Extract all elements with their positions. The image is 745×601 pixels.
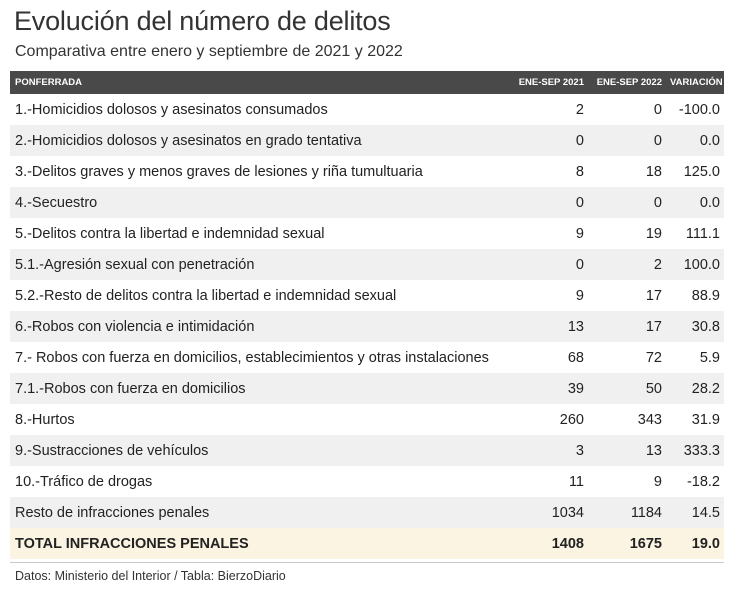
value-2022: 1184	[630, 504, 662, 521]
table-row	[10, 218, 724, 249]
value-2021: 39	[567, 380, 584, 397]
table-row	[10, 466, 724, 497]
value-2021: 3	[575, 442, 584, 459]
table-row	[10, 311, 724, 342]
value-variacion: 125.0	[683, 163, 720, 180]
value-2022: 0	[653, 101, 662, 118]
value-variacion: 28.2	[691, 380, 720, 397]
value-2021: 0	[575, 194, 584, 211]
value-2021: 0	[575, 256, 584, 273]
table-row	[10, 94, 724, 125]
row-label: 3.-Delitos graves y menos graves de lesiones y riña tumultuaria	[15, 163, 423, 180]
value-variacion: 31.9	[691, 411, 720, 428]
value-2021: 13	[567, 318, 584, 335]
value-2022: 1675	[629, 535, 662, 552]
value-2021: 8	[575, 163, 584, 180]
value-2021: 0	[575, 132, 584, 149]
crime-table	[10, 71, 724, 559]
row-label: 4.-Secuestro	[15, 194, 98, 211]
value-variacion: 30.8	[691, 318, 720, 335]
table-row	[10, 373, 724, 404]
value-2022: 19	[645, 225, 662, 242]
total-row	[10, 528, 724, 559]
row-label: TOTAL INFRACCIONES PENALES	[15, 535, 249, 552]
row-label: 1.-Homicidios dolosos y asesinatos consumados	[15, 101, 328, 118]
value-variacion: 111.1	[685, 225, 720, 242]
value-2021: 1408	[551, 535, 584, 552]
value-2022: 72	[645, 349, 662, 366]
value-variacion: 0.0	[699, 194, 720, 211]
table-row	[10, 342, 724, 373]
table-row	[10, 404, 724, 435]
chart-subtitle: Comparativa entre enero y septiembre de 2021 y 2022	[15, 43, 403, 60]
row-label: 5.2.-Resto de delitos contra la libertad e indemnidad sexual	[15, 287, 397, 304]
value-2022: 50	[645, 380, 662, 397]
column-header-2021: ENE-SEP 2021	[518, 77, 584, 88]
table-row	[10, 187, 724, 218]
value-2021: 2	[575, 101, 584, 118]
row-label: 7.1.-Robos con fuerza en domicilios	[15, 380, 246, 397]
table-row	[10, 125, 724, 156]
table-body	[10, 94, 724, 559]
value-variacion: 14.5	[691, 504, 720, 521]
value-2021: 260	[559, 411, 584, 428]
value-variacion: 100.0	[683, 256, 720, 273]
column-header-2022: ENE-SEP 2022	[596, 77, 662, 88]
row-label: 6.-Robos con violencia e intimidación	[15, 318, 255, 335]
column-header-ponferrada: PONFERRADA	[15, 77, 83, 88]
value-2022: 0	[653, 132, 662, 149]
value-2021: 1034	[551, 504, 584, 521]
value-variacion: -100.0	[678, 101, 720, 118]
row-label: 9.-Sustracciones de vehículos	[15, 442, 209, 459]
value-2022: 343	[637, 411, 662, 428]
chart-title: Evolución del número de delitos	[14, 6, 391, 36]
value-2022: 17	[645, 318, 662, 335]
value-2022: 17	[645, 287, 662, 304]
value-2022: 9	[653, 473, 662, 490]
value-2021: 9	[575, 287, 584, 304]
row-label: 8.-Hurtos	[15, 411, 75, 428]
table-row	[10, 280, 724, 311]
table-row	[10, 435, 724, 466]
bottom-divider	[10, 562, 724, 563]
column-header-variacion: VARIACIÓN	[670, 77, 723, 88]
row-label: Resto de infracciones penales	[15, 504, 210, 521]
value-variacion: 333.3	[683, 442, 720, 459]
value-2022: 2	[653, 256, 662, 273]
value-2022: 13	[645, 442, 662, 459]
row-label: 7.- Robos con fuerza en domicilios, establecimientos y otras instalaciones	[15, 349, 489, 366]
value-2021: 9	[575, 225, 584, 242]
row-label: 5.-Delitos contra la libertad e indemnidad sexual	[15, 225, 325, 242]
row-label: 10.-Tráfico de drogas	[15, 473, 153, 490]
value-2022: 18	[645, 163, 662, 180]
value-2022: 0	[653, 194, 662, 211]
row-label: 2.-Homicidios dolosos y asesinatos en grado tentativa	[15, 132, 362, 149]
table-row	[10, 497, 724, 528]
value-2021: 11	[568, 473, 584, 490]
value-variacion: 88.9	[691, 287, 720, 304]
value-2021: 68	[567, 349, 584, 366]
table-row	[10, 249, 724, 280]
source-note: Datos: Ministerio del Interior / Tabla: BierzoDiario	[15, 569, 286, 583]
table-row	[10, 156, 724, 187]
value-variacion: 5.9	[699, 349, 720, 366]
value-variacion: -18.2	[686, 473, 720, 490]
row-label: 5.1.-Agresión sexual con penetración	[15, 256, 255, 273]
value-variacion: 0.0	[699, 132, 720, 149]
value-variacion: 19.0	[691, 535, 720, 552]
table-header-row	[10, 71, 724, 94]
